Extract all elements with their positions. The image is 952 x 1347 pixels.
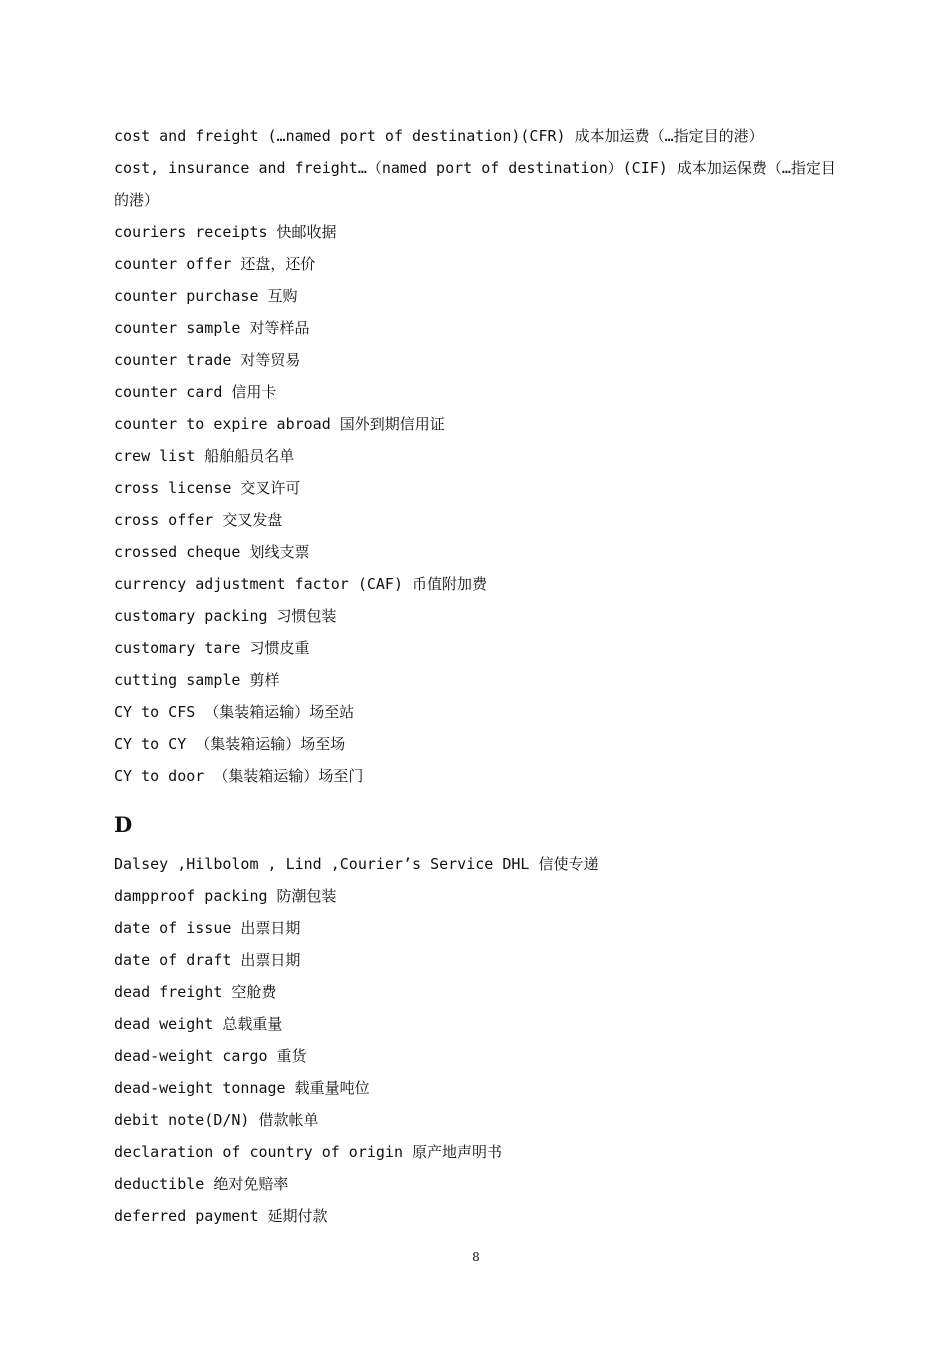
glossary-entry: dampproof packing 防潮包装 <box>114 887 337 905</box>
glossary-entry: currency adjustment factor (CAF) 币值附加费 <box>114 575 488 593</box>
glossary-list-c <box>114 120 844 792</box>
glossary-entry: counter purchase 互购 <box>114 287 298 305</box>
glossary-entry: deferred payment 延期付款 <box>114 1207 328 1225</box>
glossary-entry: customary tare 习惯皮重 <box>114 639 310 657</box>
glossary-entry: counter to expire abroad 国外到期信用证 <box>114 415 445 433</box>
glossary-entry: deductible 绝对免赔率 <box>114 1175 289 1193</box>
glossary-entry: CY to door （集装箱运输）场至门 <box>114 767 364 785</box>
glossary-entry: cross offer 交叉发盘 <box>114 511 283 529</box>
glossary-entry: Dalsey ,Hilbolom , Lind ,Courier’s Service DHL 信使专递 <box>114 855 599 873</box>
page-number: 8 <box>472 1250 480 1264</box>
glossary-entry: cost, insurance and freight…（named port of destination）(CIF) 成本加运保费（…指定目的港） <box>114 159 836 209</box>
glossary-entry: cost and freight (…named port of destination)(CFR) 成本加运费（…指定目的港） <box>114 127 764 145</box>
glossary-entry: customary packing 习惯包装 <box>114 607 337 625</box>
section-heading-d: D <box>114 812 133 837</box>
glossary-entry: CY to CY （集装箱运输）场至场 <box>114 735 346 753</box>
glossary-entry: cutting sample 剪样 <box>114 671 280 689</box>
glossary-entry: debit note(D/N) 借款帐单 <box>114 1111 319 1129</box>
glossary-list-d <box>114 848 844 1232</box>
glossary-entry: declaration of country of origin 原产地声明书 <box>114 1143 503 1161</box>
glossary-entry: counter card 信用卡 <box>114 383 277 401</box>
glossary-entry: counter sample 对等样品 <box>114 319 310 337</box>
glossary-content <box>114 120 844 1232</box>
glossary-entry: cross license 交叉许可 <box>114 479 301 497</box>
glossary-entry: date of issue 出票日期 <box>114 919 301 937</box>
glossary-entry: dead-weight tonnage 载重量吨位 <box>114 1079 370 1097</box>
glossary-entry: CY to CFS （集装箱运输）场至站 <box>114 703 355 721</box>
glossary-entry: dead-weight cargo 重货 <box>114 1047 307 1065</box>
glossary-entry: date of draft 出票日期 <box>114 951 301 969</box>
glossary-entry: couriers receipts 快邮收据 <box>114 223 337 241</box>
glossary-entry: crossed cheque 划线支票 <box>114 543 310 561</box>
glossary-entry: dead freight 空舱费 <box>114 983 277 1001</box>
glossary-entry: dead weight 总载重量 <box>114 1015 283 1033</box>
glossary-entry: counter offer 还盘，还价 <box>114 255 316 273</box>
glossary-entry: counter trade 对等贸易 <box>114 351 301 369</box>
glossary-entry: crew list 船舶船员名单 <box>114 447 295 465</box>
